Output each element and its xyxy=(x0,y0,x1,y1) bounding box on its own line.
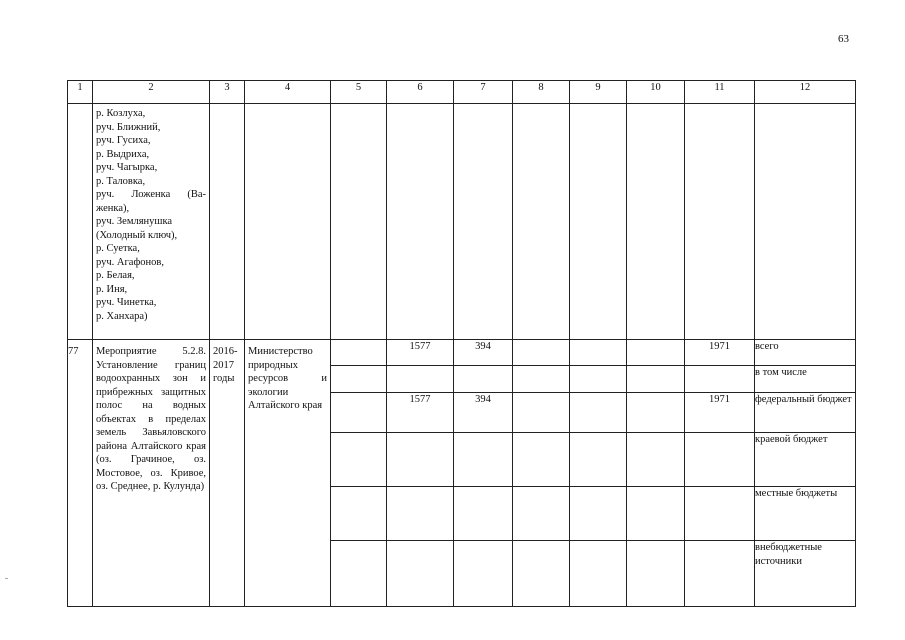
value-2015 xyxy=(331,340,387,366)
value-2018 xyxy=(513,541,570,607)
col-header-11: 11 xyxy=(685,81,755,104)
river-line: руч. Землянушка xyxy=(96,216,173,227)
funding-source: всего xyxy=(755,340,856,366)
river-line: р. Ханхара) xyxy=(96,310,148,322)
value-2018 xyxy=(513,340,570,366)
river-list-cell xyxy=(93,104,210,340)
col-header-1: 1 xyxy=(68,81,93,104)
value-2020 xyxy=(627,366,685,393)
value-2018 xyxy=(513,433,570,487)
value-total: 1971 xyxy=(685,393,755,433)
value-2018 xyxy=(513,487,570,541)
funding-source: в том числе xyxy=(755,366,856,393)
value-2019 xyxy=(570,487,627,541)
value-total xyxy=(685,433,755,487)
value-2016 xyxy=(387,433,454,487)
value-2015 xyxy=(331,366,387,393)
funding-source: федеральный бюджет xyxy=(755,393,856,433)
river-line: женка), xyxy=(96,202,130,214)
river-line: (Холодный ключ), xyxy=(96,229,178,241)
continued-number-cell xyxy=(68,104,93,340)
col-header-7: 7 xyxy=(454,81,513,104)
value-2019 xyxy=(570,393,627,433)
river-line: руч. Ложенка (Ва- xyxy=(96,189,206,200)
river-line: руч. Ближний, xyxy=(96,121,161,133)
value-2017: 394 xyxy=(454,340,513,366)
value-total xyxy=(685,366,755,393)
value-2019 xyxy=(570,366,627,393)
river-line: р. Выдриха, xyxy=(96,148,150,160)
row-number: 77 xyxy=(68,340,93,607)
river-list xyxy=(93,104,209,323)
executor: Министерство природных ресурсов и экологии Алтайского края xyxy=(248,346,327,411)
event-cell xyxy=(93,340,210,607)
col-header-8: 8 xyxy=(513,81,570,104)
value-2016 xyxy=(387,366,454,393)
column-number-row xyxy=(68,81,856,104)
value-2015 xyxy=(331,393,387,433)
program-table xyxy=(67,80,856,607)
value-2018 xyxy=(513,366,570,393)
col-header-9: 9 xyxy=(570,81,627,104)
value-2017 xyxy=(454,366,513,393)
value-2017: 394 xyxy=(454,393,513,433)
value-2020 xyxy=(627,393,685,433)
col-header-3: 3 xyxy=(210,81,245,104)
river-line: руч. Гусиха, xyxy=(96,135,151,146)
period-unit: годы xyxy=(213,373,235,384)
value-2015 xyxy=(331,487,387,541)
value-2018 xyxy=(513,393,570,433)
river-line: руч. Агафонов, xyxy=(96,256,164,268)
table-row xyxy=(68,340,856,366)
value-2019 xyxy=(570,340,627,366)
period-cell xyxy=(210,340,245,607)
value-2020 xyxy=(627,433,685,487)
value-2019 xyxy=(570,433,627,487)
col-header-2: 2 xyxy=(93,81,210,104)
value-2016: 1577 xyxy=(387,393,454,433)
period-end: 2017 xyxy=(213,359,234,371)
executor-cell xyxy=(245,340,331,607)
event-description: Мероприятие 5.2.8. Установление границ водоохранных зон и прибрежных защитных полос на водных объектах в пределах земель Завьяловского района Алтайского края (оз. Грачиное, оз. Мостовое, оз. Кривое, оз. Среднее, р. Кулунда) xyxy=(96,346,206,492)
river-line: р. Козлуха, xyxy=(96,108,146,119)
value-2020 xyxy=(627,487,685,541)
value-2016 xyxy=(387,487,454,541)
value-2020 xyxy=(627,340,685,366)
col-header-5: 5 xyxy=(331,81,387,104)
value-2015 xyxy=(331,433,387,487)
funding-source: внебюджетные источники xyxy=(755,541,856,607)
col-header-10: 10 xyxy=(627,81,685,104)
page-number: 63 xyxy=(838,33,849,45)
value-2017 xyxy=(454,487,513,541)
value-total xyxy=(685,487,755,541)
river-line: р. Белая, xyxy=(96,270,135,281)
river-line: руч. Чагырка, xyxy=(96,162,158,173)
period-start: 2016- xyxy=(213,346,238,357)
col-header-12: 12 xyxy=(755,81,856,104)
col-header-4: 4 xyxy=(245,81,331,104)
funding-source: краевой бюджет xyxy=(755,433,856,487)
river-line: р. Суетка, xyxy=(96,243,140,254)
scan-mark xyxy=(5,578,8,579)
value-total xyxy=(685,541,755,607)
value-2020 xyxy=(627,541,685,607)
value-2017 xyxy=(454,541,513,607)
value-2017 xyxy=(454,433,513,487)
value-2016 xyxy=(387,541,454,607)
river-line: р. Таловка, xyxy=(96,175,146,187)
value-2015 xyxy=(331,541,387,607)
value-2016: 1577 xyxy=(387,340,454,366)
value-total: 1971 xyxy=(685,340,755,366)
continued-row xyxy=(68,104,856,340)
river-line: р. Иня, xyxy=(96,283,128,295)
value-2019 xyxy=(570,541,627,607)
col-header-6: 6 xyxy=(387,81,454,104)
river-line: руч. Чинетка, xyxy=(96,297,157,308)
funding-source: местные бюджеты xyxy=(755,487,856,541)
